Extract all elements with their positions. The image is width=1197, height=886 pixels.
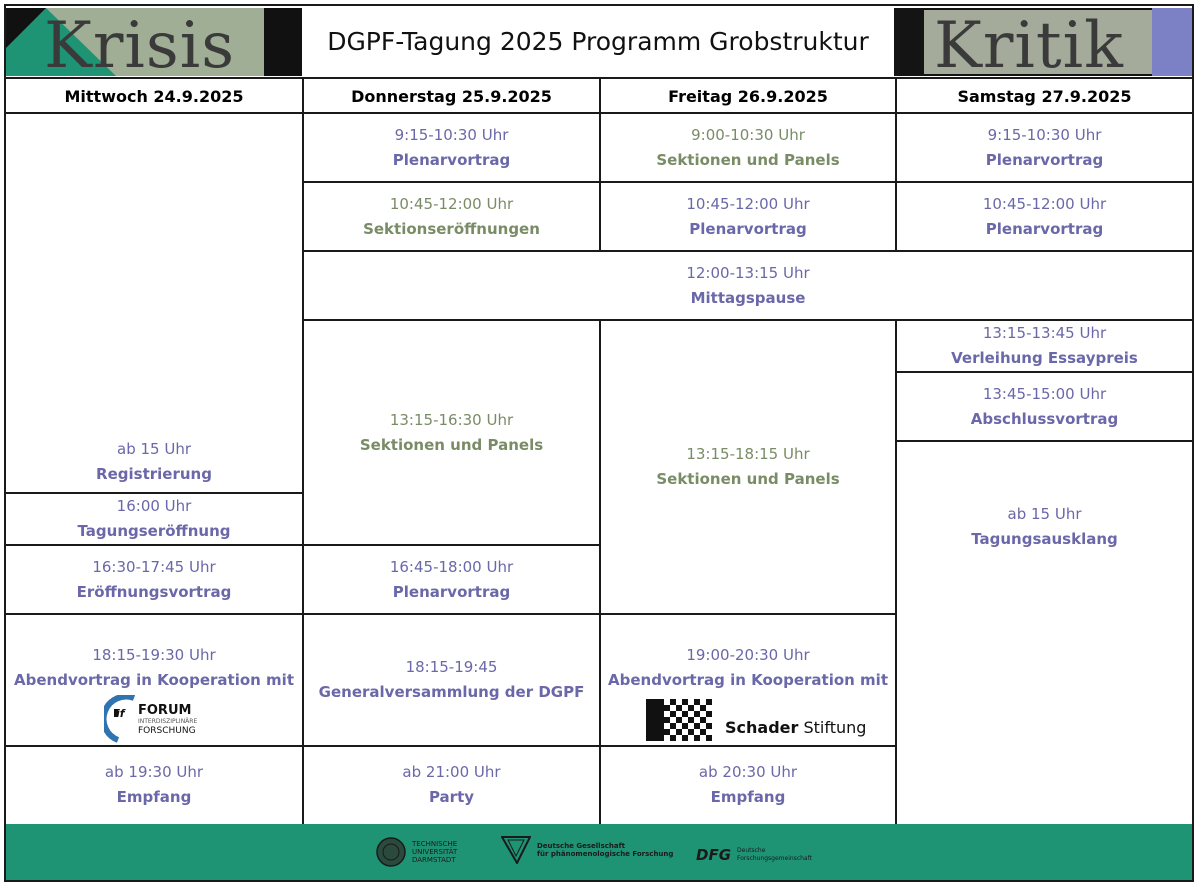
tu-line2: UNIVERSITÄT bbox=[412, 848, 458, 856]
fri-sections-1-time: 9:00-10:30 Uhr bbox=[691, 125, 805, 144]
page-title: DGPF-Tagung 2025 Programm Grobstruktur bbox=[327, 27, 869, 56]
thu-plenary-2 bbox=[304, 546, 599, 613]
lunch-break-label: Mittagspause bbox=[690, 288, 806, 307]
fri-evening-talk bbox=[601, 615, 895, 745]
thu-plenary-2-time: 16:45-18:00 Uhr bbox=[389, 557, 514, 576]
wed-evening-talk-time: 18:15-19:30 Uhr bbox=[92, 646, 216, 664]
wed-reception-label: Empfang bbox=[116, 787, 192, 806]
tu-darmstadt-seal-icon bbox=[376, 836, 406, 868]
fri-sections-2 bbox=[601, 321, 895, 613]
wed-opening-time: 16:00 Uhr bbox=[116, 497, 192, 515]
thu-plenary-1-time: 9:15-10:30 Uhr bbox=[394, 125, 509, 144]
thu-party-time: ab 21:00 Uhr bbox=[402, 762, 501, 781]
wed-opening-talk bbox=[6, 546, 302, 613]
fri-sections-1-label: Sektionen und Panels bbox=[656, 150, 840, 169]
dgpf-text bbox=[537, 842, 673, 858]
sat-conference-end-label: Tagungsausklang bbox=[971, 530, 1118, 548]
schader-logo-text bbox=[725, 718, 866, 737]
thu-party bbox=[304, 747, 599, 822]
krisis-logo bbox=[6, 8, 302, 76]
wed-opening-talk-label: Eröffnungsvortrag bbox=[76, 582, 232, 601]
kritik-logo-word: Kritik bbox=[934, 9, 1124, 76]
day-header-saturday: Samstag 27.9.2025 bbox=[957, 86, 1132, 106]
dfg-line2: Forschungsgemeinschaft bbox=[737, 855, 812, 862]
wed-reception-time: ab 19:30 Uhr bbox=[104, 762, 204, 781]
thu-plenary-2-label: Plenarvortrag bbox=[392, 582, 511, 601]
thu-sections-panels-time: 13:15-16:30 Uhr bbox=[389, 410, 514, 429]
tu-line3: DARMSTADT bbox=[412, 856, 456, 864]
dgpf-line1: Deutsche Gesellschaft bbox=[537, 842, 625, 850]
fri-plenary-time: 10:45-12:00 Uhr bbox=[686, 194, 810, 213]
tu-line1: TECHNISCHE bbox=[412, 840, 458, 848]
thu-section-openings bbox=[304, 183, 599, 250]
fri-sections-2-label: Sektionen und Panels bbox=[656, 470, 840, 488]
sat-plenary-1 bbox=[897, 114, 1192, 181]
tu-darmstadt-text bbox=[412, 840, 457, 864]
sat-plenary-1-time: 9:15-10:30 Uhr bbox=[987, 125, 1102, 144]
divider bbox=[302, 79, 304, 824]
thu-general-assembly bbox=[304, 615, 599, 745]
sat-conference-end bbox=[897, 442, 1192, 822]
lunch-break-time: 12:00-13:15 Uhr bbox=[686, 263, 810, 282]
lunch-break bbox=[304, 252, 1192, 319]
fri-evening-talk-time: 19:00-20:30 Uhr bbox=[686, 646, 810, 664]
thu-plenary-1-label: Plenarvortrag bbox=[392, 150, 511, 169]
wed-evening-talk bbox=[6, 615, 302, 745]
header bbox=[6, 6, 1192, 79]
schader-logo-text-rest: Stiftung bbox=[798, 718, 867, 737]
sat-plenary-1-label: Plenarvortrag bbox=[985, 150, 1104, 169]
program-table bbox=[4, 4, 1194, 882]
fri-sections-2-time: 13:15-18:15 Uhr bbox=[686, 445, 810, 463]
dgpf-logo bbox=[501, 836, 673, 864]
thu-party-label: Party bbox=[428, 787, 475, 806]
dfg-line1: Deutsche bbox=[737, 847, 766, 854]
dfg-logo bbox=[696, 846, 812, 864]
divider bbox=[599, 319, 601, 824]
forum-logo bbox=[104, 695, 204, 743]
forum-logo-line1: FORUM bbox=[138, 703, 192, 718]
sat-closing-talk bbox=[897, 373, 1192, 440]
fri-plenary-label: Plenarvortrag bbox=[689, 219, 807, 238]
thu-plenary-1 bbox=[304, 114, 599, 181]
fri-reception bbox=[601, 747, 895, 822]
wed-opening-talk-time: 16:30-17:45 Uhr bbox=[92, 557, 216, 576]
wed-opening-label: Tagungseröffnung bbox=[77, 522, 231, 540]
wed-reception bbox=[6, 747, 302, 822]
sat-plenary-2-time: 10:45-12:00 Uhr bbox=[982, 194, 1107, 213]
forum-logo-line3: FORSCHUNG bbox=[138, 726, 196, 736]
thu-section-openings-time: 10:45-12:00 Uhr bbox=[389, 194, 514, 213]
day-header-friday: Freitag 26.9.2025 bbox=[668, 86, 828, 106]
schader-logo-text-bold: Schader bbox=[725, 718, 799, 737]
forum-logo-mark: if bbox=[116, 707, 125, 720]
thu-section-openings-label: Sektionseröffnungen bbox=[363, 219, 540, 238]
dgpf-v-icon bbox=[501, 836, 531, 864]
day-header-thursday: Donnerstag 25.9.2025 bbox=[351, 86, 552, 106]
sat-essay-award-label: Verleihung Essaypreis bbox=[951, 349, 1138, 367]
krisis-logo-word: Krisis bbox=[44, 9, 236, 76]
dgpf-line2: für phänomenologische Forschung bbox=[537, 850, 674, 858]
thu-general-assembly-label: Generalversammlung der DGPF bbox=[318, 683, 585, 701]
wed-registration-label: Registrierung bbox=[96, 465, 212, 483]
thu-general-assembly-time: 18:15-19:45 bbox=[405, 658, 498, 676]
divider bbox=[895, 79, 897, 252]
wed-evening-talk-label: Abendvortrag in Kooperation mit bbox=[14, 671, 294, 689]
divider bbox=[895, 319, 897, 824]
tu-darmstadt-logo bbox=[376, 836, 457, 868]
schader-logo-mark bbox=[644, 699, 714, 741]
thu-sections-panels-label: Sektionen und Panels bbox=[359, 435, 544, 454]
dfg-mark: DFG bbox=[696, 846, 732, 864]
kritik-logo bbox=[894, 8, 1192, 76]
fri-reception-label: Empfang bbox=[710, 787, 786, 806]
fri-reception-time: ab 20:30 Uhr bbox=[698, 762, 798, 781]
sat-essay-award bbox=[897, 321, 1192, 371]
forum-logo-line2: INTERDISZIPLINÄRE bbox=[138, 718, 198, 725]
sat-plenary-2 bbox=[897, 183, 1192, 250]
fri-sections-1 bbox=[601, 114, 895, 181]
day-header-wednesday: Mittwoch 24.9.2025 bbox=[64, 86, 244, 106]
wed-registration-time: ab 15 Uhr bbox=[117, 440, 191, 458]
fri-evening-talk-label: Abendvortrag in Kooperation mit bbox=[608, 671, 888, 689]
dfg-text bbox=[737, 847, 812, 863]
sat-plenary-2-label: Plenarvortrag bbox=[985, 219, 1104, 238]
sat-essay-award-time: 13:15-13:45 Uhr bbox=[982, 324, 1107, 342]
wed-opening bbox=[6, 494, 302, 544]
sponsor-footer bbox=[6, 824, 1192, 880]
divider bbox=[599, 79, 601, 252]
fri-plenary bbox=[601, 183, 895, 250]
sat-closing-talk-label: Abschlussvortrag bbox=[970, 409, 1119, 428]
schader-logo bbox=[628, 697, 868, 743]
thu-sections-panels bbox=[304, 321, 599, 544]
sat-closing-talk-time: 13:45-15:00 Uhr bbox=[982, 384, 1107, 403]
wed-registration bbox=[6, 432, 302, 492]
sat-conference-end-time: ab 15 Uhr bbox=[1007, 505, 1082, 523]
